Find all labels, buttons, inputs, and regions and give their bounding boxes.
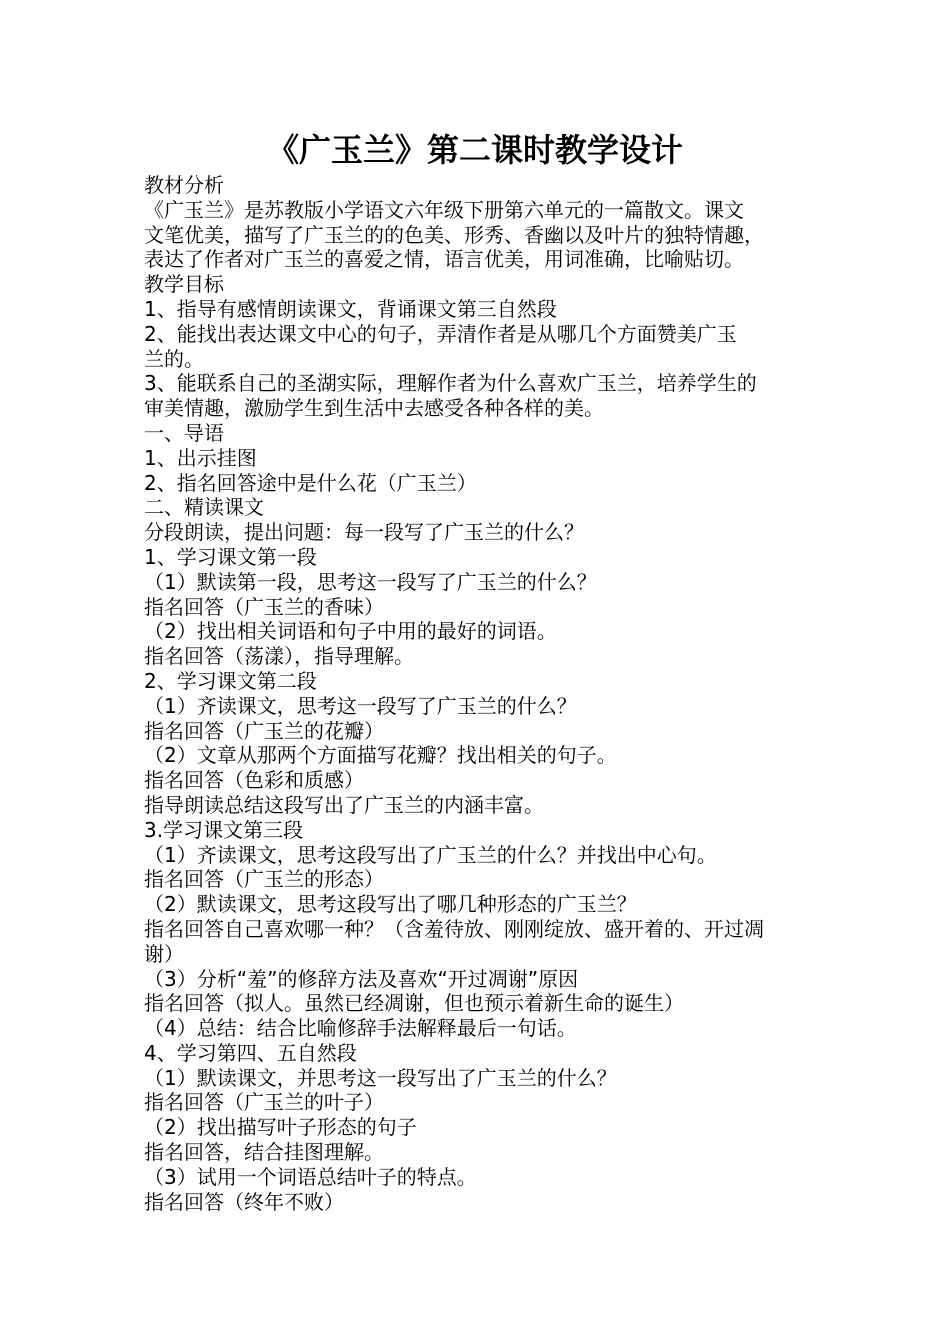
text-line: 4、学习第四、五自然段: [144, 1040, 357, 1065]
text-line: （3）试用一个词语总结叶子的特点。: [144, 1164, 477, 1189]
text-line: 审美情趣，激励学生到生活中去感受各种各样的美。: [144, 396, 604, 421]
text-line: （2）默读课文，思考这段写出了哪几种形态的广玉兰？: [144, 892, 637, 917]
text-line: 指名回答（广玉兰的形态）: [144, 867, 384, 892]
text-line: 1、指导有感情朗读课文，背诵课文第三自然段: [144, 296, 557, 321]
text-line: 教材分析: [144, 173, 224, 197]
text-line: 指名回答（广玉兰的香味）: [144, 594, 384, 619]
text-line: 指名回答（荡漾），指导理解。: [144, 644, 414, 669]
text-line: （2）找出相关词语和句子中用的最好的词语。: [144, 619, 557, 644]
text-line: 1、出示挂图: [144, 445, 257, 470]
text-line: 指名回答（终年不败）: [144, 1189, 344, 1214]
text-line: 指名回答（广玉兰的花瓣）: [144, 718, 384, 743]
text-line: 1、学习课文第一段: [144, 544, 317, 569]
text-line: （2）文章从那两个方面描写花瓣？找出相关的句子。: [144, 743, 617, 768]
text-line: （3）分析“羞”的修辞方法及喜欢“开过凋谢”原因: [144, 966, 579, 991]
text-line: （4）总结：结合比喻修辞手法解释最后一句话。: [144, 1016, 577, 1041]
document-body: [144, 173, 814, 1214]
text-line: 二、精读课文: [144, 495, 264, 520]
text-line: 《广玉兰》是苏教版小学语文六年级下册第六单元的一篇散文。课文: [144, 197, 744, 222]
text-line: 指名回答（拟人。虽然已经凋谢，但也预示着新生命的诞生）: [144, 991, 684, 1016]
text-line: （2）找出描写叶子形态的句子: [144, 1115, 417, 1140]
text-line: （1）默读课文，并思考这一段写出了广玉兰的什么？: [144, 1065, 617, 1090]
text-line: 2、指名回答途中是什么花（广玉兰）: [144, 470, 477, 495]
text-line: 2、学习课文第二段: [144, 668, 317, 693]
text-line: 谢）: [144, 941, 184, 966]
text-line: 指名回答（广玉兰的叶子）: [144, 1090, 384, 1115]
text-line: 指名回答，结合挂图理解。: [144, 1140, 384, 1165]
text-line: 3.学习课文第三段: [144, 817, 304, 842]
text-line: 教学目标: [144, 272, 224, 297]
text-line: 指名回答（色彩和质感）: [144, 768, 364, 793]
text-line: 一、导语: [144, 420, 224, 445]
text-line: 分段朗读，提出问题：每一段写了广玉兰的什么？: [144, 520, 584, 545]
text-line: （1）默读第一段，思考这一段写了广玉兰的什么？: [144, 569, 597, 594]
text-line: （1）齐读课文，思考这一段写了广玉兰的什么？: [144, 693, 577, 718]
text-line: 表达了作者对广玉兰的喜爱之情，语言优美，用词准确，比喻贴切。: [144, 247, 744, 272]
text-line: 2、能找出表达课文中心的句子，弄清作者是从哪几个方面赞美广玉: [144, 321, 737, 346]
text-line: 指导朗读总结这段写出了广玉兰的内涵丰富。: [144, 792, 544, 817]
text-line: 指名回答自己喜欢哪一种？（含羞待放、刚刚绽放、盛开着的、开过凋: [144, 916, 764, 941]
document-title: 《广玉兰》第二课时教学设计: [266, 131, 683, 169]
text-line: 3、能联系自己的圣湖实际，理解作者为什么喜欢广玉兰，培养学生的: [144, 371, 757, 396]
text-line: （1）齐读课文，思考这段写出了广玉兰的什么？并找出中心句。: [144, 842, 717, 867]
text-line: 兰的。: [144, 346, 204, 371]
text-line: 文笔优美，描写了广玉兰的的色美、形秀、香幽以及叶片的独特情趣，: [144, 222, 764, 247]
